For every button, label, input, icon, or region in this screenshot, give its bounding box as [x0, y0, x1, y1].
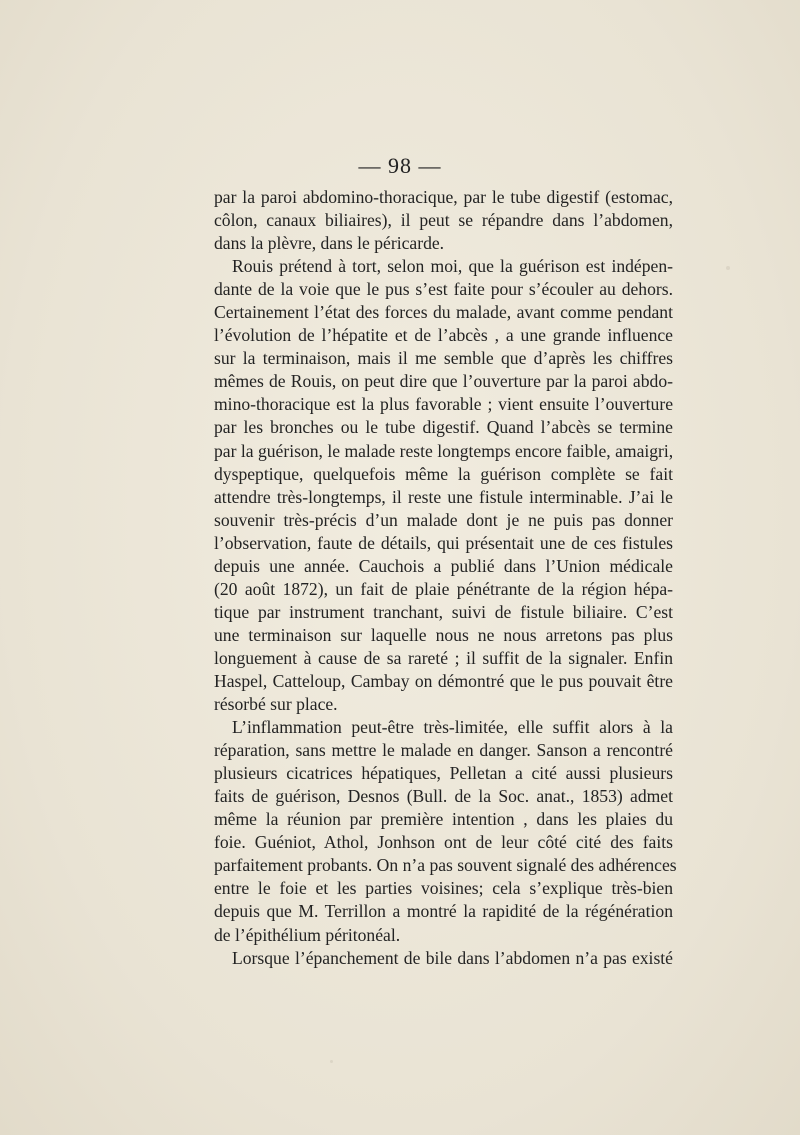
page-number: — 98 —: [358, 153, 442, 178]
body-text: [214, 186, 677, 970]
text-line: par la guérison, le malade reste longtemps encore faible, amaigri,: [214, 440, 674, 461]
text-line: par les bronches ou le tube digestif. Quand l’abcès se termine: [214, 417, 673, 438]
text-line: par la paroi abdomino-thoracique, par le tube digestif (estomac,: [214, 187, 673, 207]
text-line: (20 août 1872), un fait de plaie pénétrante de la région hépa-: [214, 578, 673, 599]
text-line: mino-thoracique est la plus favorable ; vient ensuite l’ouverture: [214, 394, 673, 415]
text-line: dans la plèvre, dans le péricarde.: [214, 233, 445, 254]
text-line: l’observation, faute de détails, qui présentait une de ces fistules: [214, 532, 673, 553]
text-line: sur la terminaison, mais il me semble que d’après les chiffres: [214, 348, 673, 369]
text-line: longuement à cause de sa rareté ; il suffit de la signaler. Enfin: [214, 647, 673, 668]
text-line: depuis une année. Cauchois a publié dans l’Union médicale: [214, 555, 673, 576]
text-line: depuis que M. Terrillon a montré la rapidité de la régénération: [214, 901, 673, 922]
text-line: attendre très-longtemps, il reste une fistule interminable. J’ai le: [214, 486, 673, 507]
text-line: côlon, canaux biliaires), il peut se répandre dans l’abdomen,: [214, 210, 673, 231]
text-line: L’inflammation peut-être très-limitée, elle suffit alors à la: [232, 717, 673, 738]
text-line: Haspel, Catteloup, Cambay on démontré que le pus pouvait être: [214, 670, 673, 691]
paper-spot: [726, 266, 730, 270]
text-line: mêmes de Rouis, on peut dire que l’ouverture par la paroi abdo-: [214, 371, 673, 392]
text-line: entre le foie et les parties voisines; cela s’explique très-bien: [214, 878, 673, 899]
text-line: l’évolution de l’hépatite et de l’abcès , a une grande influence: [214, 325, 673, 346]
text-line: plusieurs cicatrices hépatiques, Pelletan a cité aussi plusieurs: [214, 763, 673, 784]
text-line: dyspeptique, quelquefois même la guérison complète se fait: [214, 463, 673, 484]
text-line: parfaitement probants. On n’a pas souvent signalé des adhérences: [214, 855, 677, 876]
text-line: dante de la voie que le pus s’est faite pour s’écouler au dehors.: [214, 279, 673, 300]
text-line: tique par instrument tranchant, suivi de fistule biliaire. C’est: [214, 601, 673, 622]
text-line: Certainement l’état des forces du malade, avant comme pendant: [214, 302, 673, 323]
text-line: de l’épithélium péritonéal.: [214, 924, 401, 945]
text-line: réparation, sans mettre le malade en danger. Sanson a rencontré: [214, 740, 673, 761]
text-line: souvenir très-précis d’un malade dont je ne puis pas donner: [214, 509, 673, 530]
text-line: une terminaison sur laquelle nous ne nous arretons pas plus: [214, 624, 673, 645]
text-line: foie. Guéniot, Athol, Jonhson ont de leur côté cité des faits: [214, 832, 673, 853]
text-line: Lorsque l’épanchement de bile dans l’abdomen n’a pas existé: [232, 947, 673, 968]
paper-spot: [330, 1060, 333, 1063]
text-line: résorbé sur place.: [214, 694, 338, 715]
text-line: faits de guérison, Desnos (Bull. de la Soc. anat., 1853) admet: [214, 786, 673, 807]
text-line: même la réunion par première intention , dans les plaies du: [214, 809, 673, 830]
text-line: Rouis prétend à tort, selon moi, que la guérison est indépen-: [232, 256, 673, 277]
